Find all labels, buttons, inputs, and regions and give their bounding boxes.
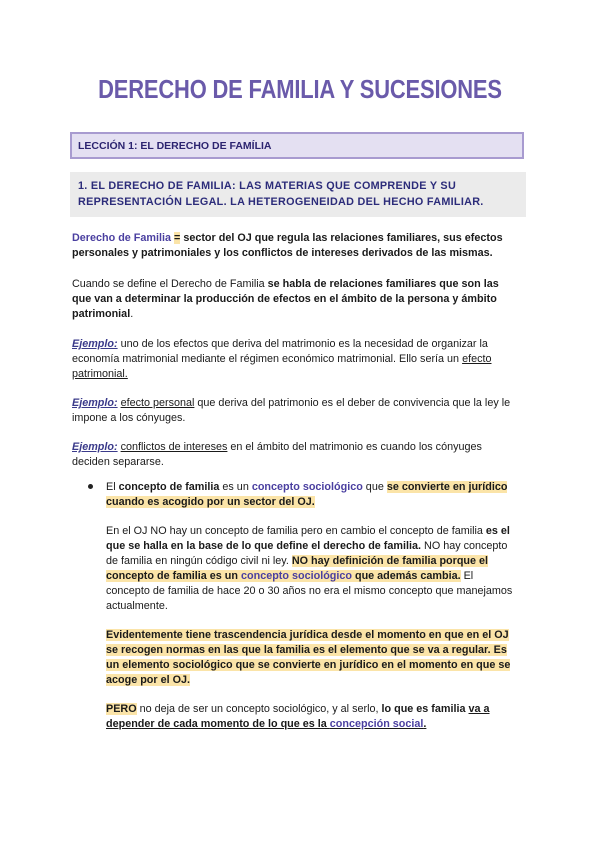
example-text: en el ámbito del matrimonio es cuando los cónyuges xyxy=(227,441,482,453)
para5-line2 xyxy=(106,716,426,732)
document-title: DERECHO DE FAMILIA Y SUCESIONES xyxy=(98,76,502,104)
text: no deja de ser un concepto sociológico, y al serlo, xyxy=(136,703,382,715)
example1-line2 xyxy=(72,351,492,367)
example-text: que deriva del patrimonio es el deber de convivencia que la ley le xyxy=(194,397,511,409)
example-label: Ejemplo: xyxy=(72,441,118,453)
definition-text: sector del OJ que regula las relaciones familiares, sus efectos xyxy=(180,232,503,244)
bullet-dot xyxy=(88,484,93,489)
text: de familia en ningún código civil ni ley. xyxy=(106,555,292,567)
example-label: Ejemplo: xyxy=(72,338,118,350)
period: . xyxy=(130,308,134,320)
highlighted-pero: PERO xyxy=(106,703,137,715)
example3-line2: deciden separarse. xyxy=(72,456,164,468)
para5-line1 xyxy=(106,701,490,717)
para2-text: Cuando se define el Derecho de Familia xyxy=(72,278,268,290)
term-derecho-familia: Derecho de Familia xyxy=(72,232,172,244)
text: NO hay concepto xyxy=(421,540,508,552)
highlighted-text: Evidentemente tiene trascendencia jurídica desde el momento en que en el OJ xyxy=(106,629,509,641)
text: es un xyxy=(219,481,252,493)
example2-line2: impone a los cónyuges. xyxy=(72,412,186,424)
bold-text: lo que es familia xyxy=(381,703,469,715)
para2-line3 xyxy=(72,306,133,322)
example1-line3: patrimonial. xyxy=(72,368,128,380)
example1-line1 xyxy=(72,336,488,352)
text: En el OJ NO hay un concepto de familia pero en cambio el concepto de familia xyxy=(106,525,486,537)
para3-line6: actualmente. xyxy=(106,600,168,612)
example-label: Ejemplo: xyxy=(72,397,118,409)
example2-line1 xyxy=(72,395,510,411)
example3-line1 xyxy=(72,439,482,455)
highlighted-text: concepto de familia es un xyxy=(106,570,241,582)
section-title-line2: REPRESENTACIÓN LEGAL. LA HETEROGENEIDAD DEL HECHO FAMILIAR. xyxy=(78,196,484,208)
highlighted-text: acoge por el OJ. xyxy=(106,674,191,686)
underlined-term: efecto xyxy=(462,353,492,365)
highlighted-text: que además cambia. xyxy=(351,570,461,582)
bullet-line1 xyxy=(106,479,507,495)
para3-line2 xyxy=(106,538,507,554)
bullet-line2 xyxy=(106,494,315,510)
example-text: economía matrimonial mediante el régimen económico matrimonial. Ello sería un xyxy=(72,353,463,365)
definition-line2: personales y patrimoniales y los conflictos de intereses derivados de las mismas. xyxy=(72,247,493,259)
purple-term: concepción social xyxy=(329,718,424,730)
period: . xyxy=(423,718,427,730)
text: El xyxy=(460,570,474,582)
lesson-title: LECCIÓN 1: EL DERECHO DE FAMÍLIA xyxy=(78,140,272,152)
bold-text: que se halla en la base de lo que define el derecho de familia. xyxy=(106,540,422,552)
example-text: uno de los efectos que deriva del matrimonio es la necesidad de organizar la xyxy=(117,338,488,350)
bold-term: concepto de familia xyxy=(118,481,220,493)
highlighted-text: NO hay definición de familia porque el xyxy=(291,555,489,567)
para2-line1 xyxy=(72,276,499,292)
para3-line3 xyxy=(106,553,488,569)
para2-line2: que van a determinar la producción de efectos en el ámbito de la persona y ámbito xyxy=(72,293,497,305)
highlighted-purple-term: concepto sociológico xyxy=(241,570,352,582)
underlined-term: conflictos de intereses xyxy=(120,441,228,453)
equals-sign: = xyxy=(174,232,181,244)
section-title-line1: 1. EL DERECHO DE FAMILIA: LAS MATERIAS QUE COMPRENDE Y SU xyxy=(78,180,457,192)
para3-line1 xyxy=(106,523,510,539)
highlighted-text: cuando es acogido por un sector del OJ. xyxy=(106,496,315,508)
section-header xyxy=(70,172,526,217)
text: El xyxy=(106,481,119,493)
para4-line2 xyxy=(106,642,507,658)
para4-line1 xyxy=(106,627,509,643)
bold-underlined-text: va a xyxy=(468,703,490,715)
para2-bold: se habla de relaciones familiares que son las xyxy=(267,278,499,290)
bold-text: es el xyxy=(485,525,510,537)
bold-underlined-text: depender de cada momento de lo que es la xyxy=(106,718,330,730)
para3-line5: concepto de familia de hace 20 o 30 años no era el mismo concepto que manejamos xyxy=(106,585,513,597)
para4-line3 xyxy=(106,657,510,673)
definition-line1 xyxy=(72,230,503,246)
underlined-term: efecto personal xyxy=(120,397,195,409)
highlighted-text: se recogen normas en las que la familia es el elemento que se va a regular. Es xyxy=(106,644,507,656)
para3-line4 xyxy=(106,568,473,584)
lesson-header xyxy=(70,132,524,159)
purple-term: concepto sociológico xyxy=(251,481,363,493)
para4-line4 xyxy=(106,672,190,688)
text: que xyxy=(362,481,387,493)
highlighted-text: un elemento sociológico que se convierte en jurídico en el momento en que se xyxy=(106,659,511,671)
para2-bold-end: patrimonial xyxy=(72,308,131,320)
highlighted-text: se convierte en jurídico xyxy=(386,481,508,493)
